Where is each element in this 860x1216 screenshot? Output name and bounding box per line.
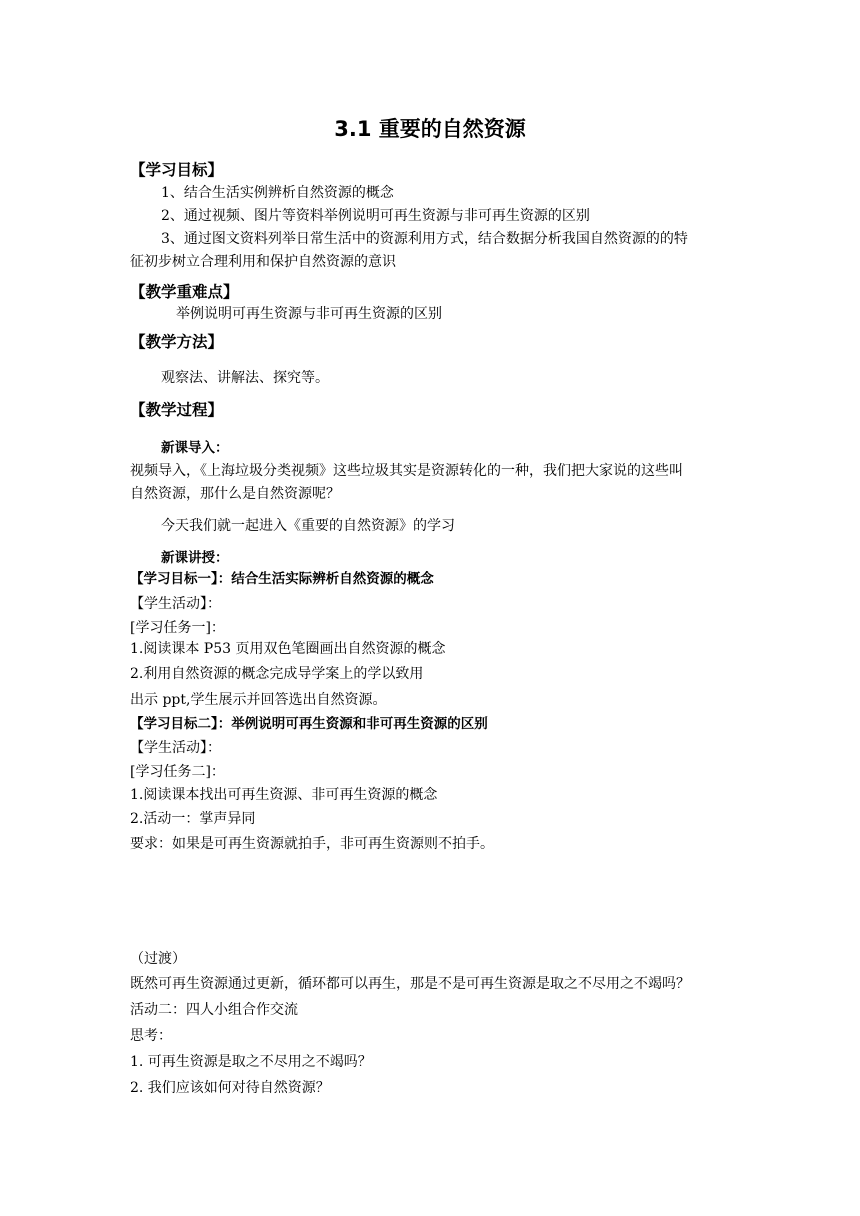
section-heading-process: 【教学过程】 [130,401,224,419]
goal1-activity: 【学生活动】： [130,596,221,612]
goal1-line-3: 出示 ppt,学生展示并回答选出自然资源。 [130,692,387,708]
transition-label: （过渡） [130,951,186,967]
transition-line-2: 活动二：四人小组合作交流 [130,1002,298,1018]
methods-text: 观察法、讲解法、探究等。 [161,370,329,386]
intro-line-2: 自然资源，那什么是自然资源呢？ [130,486,340,502]
goal2-activity: 【学生活动】： [130,740,221,756]
goal1-line-1: 1.阅读课本 P53 页用双色笔圈画出自然资源的概念 [130,641,446,657]
goal1-heading: 【学习目标一】：结合生活实际辨析自然资源的概念 [130,571,434,587]
goal2-heading: 【学习目标二】：举例说明可再生资源和非可再生资源的区别 [130,716,488,732]
goal1-line-2: 2.利用自然资源的概念完成导学案上的学以致用 [130,666,424,682]
transition-line-5: 2. 我们应该如何对待自然资源？ [130,1080,330,1096]
goal-item-3-continued: 征初步树立合理利用和保护自然资源的意识 [130,254,396,270]
section-heading-methods: 【教学方法】 [130,333,224,351]
section-heading-goals: 【学习目标】 [130,161,224,179]
document-title: 3.1 重要的自然资源 [334,117,526,141]
goal2-task: [学习任务二]： [130,764,225,780]
intro-label: 新课导入： [161,440,229,456]
goal2-line-1: 1.阅读课本找出可再生资源、非可再生资源的概念 [130,787,438,803]
goal1-task: [学习任务一]： [130,620,225,636]
goal-item-3: 3、通过图文资料列举日常生活中的资源利用方式，结合数据分析我国自然资源的的特 [161,231,688,247]
transition-line-3: 思考： [130,1028,172,1044]
transition-line-4: 1. 可再生资源是取之不尽用之不竭吗？ [130,1054,372,1070]
key-points-text: 举例说明可再生资源与非可再生资源的区别 [176,306,442,322]
teach-label: 新课讲授： [161,550,229,566]
goal-item-1: 1、结合生活实例辨析自然资源的概念 [161,185,394,201]
goal-item-2: 2、通过视频、图片等资料举例说明可再生资源与非可再生资源的区别 [161,208,590,224]
goal2-line-3: 要求：如果是可再生资源就拍手，非可再生资源则不拍手。 [130,836,494,852]
section-heading-key-points: 【教学重难点】 [130,283,239,301]
transition-line-1: 既然可再生资源通过更新，循环都可以再生，那是不是可再生资源是取之不尽用之不竭吗？ [130,976,690,992]
intro-followup: 今天我们就一起进入《重要的自然资源》的学习 [161,518,455,534]
goal2-line-2: 2.活动一：掌声异同 [130,811,256,827]
intro-line-1: 视频导入，《上海垃圾分类视频》这些垃圾其实是资源转化的一种，我们把大家说的这些叫 [130,463,683,479]
